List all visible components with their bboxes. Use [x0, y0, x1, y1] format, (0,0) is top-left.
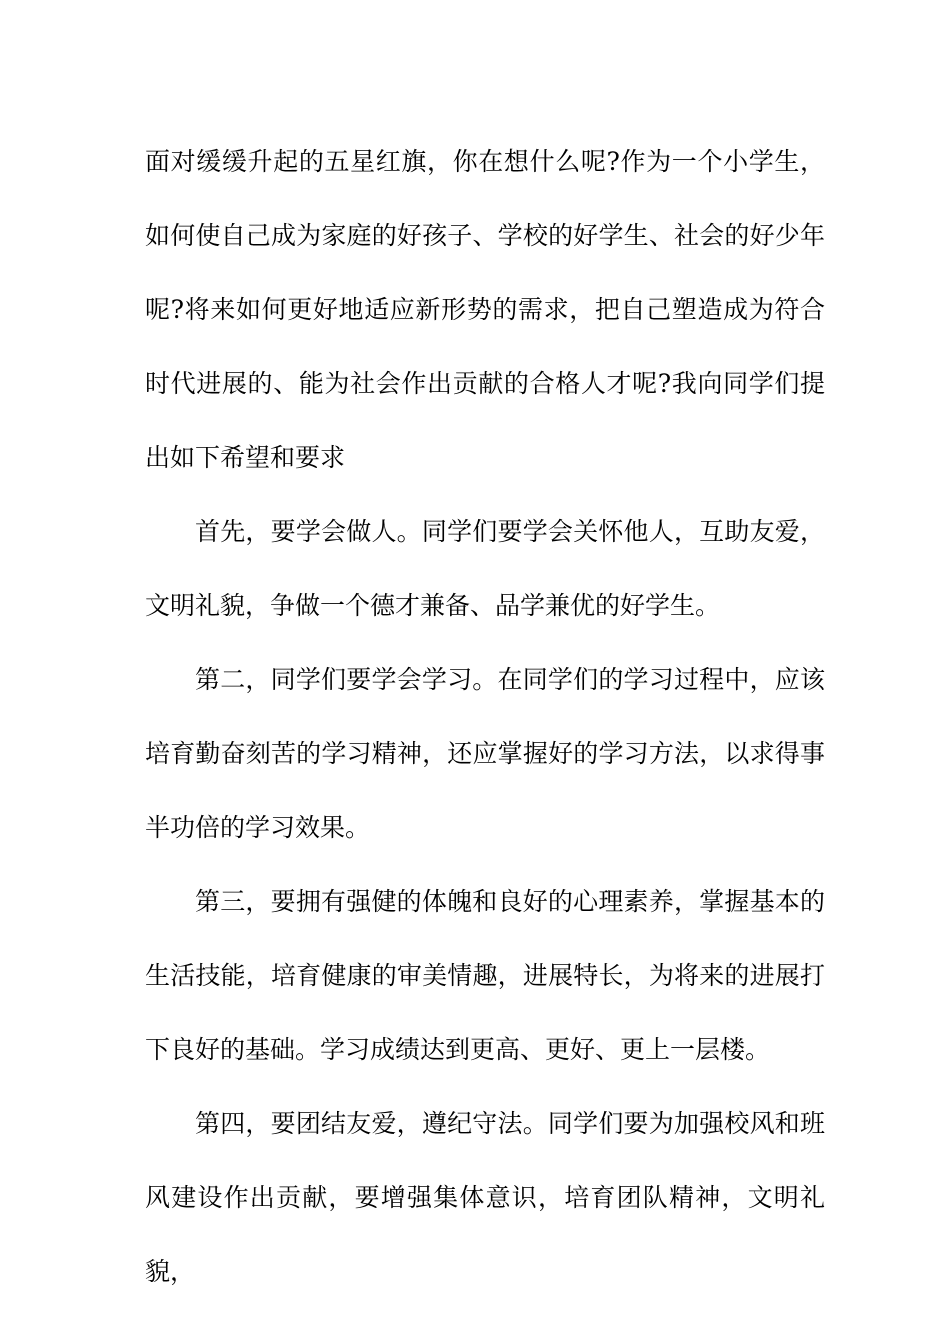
paragraph-intro: 面对缓缓升起的五星红旗，你在想什么呢?作为一个小学生，如何使自己成为家庭的好孩子、学校的好学生、社会的好少年呢?将来如何更好地适应新形势的需求，把自己塑造成为符合时代进展的、能为社会作出贡献的合格人才呢?我向同学们提出如下希望和要求 — [145, 147, 825, 472]
paragraph-third: 第三，要拥有强健的体魄和良好的心理素养，掌握基本的生活技能，培育健康的审美情趣，进展特长，为将来的进展打下良好的基础。学习成绩达到更高、更好、更上一层楼。 — [145, 887, 825, 1064]
paragraph-first: 首先，要学会做人。同学们要学会关怀他人，互助友爱，文明礼貌，争做一个德才兼备、品学兼优的好学生。 — [145, 517, 825, 620]
paragraph-fourth: 第四，要团结友爱，遵纪守法。同学们要为加强校风和班风建设作出贡献，要增强集体意识，培育团队精神，文明礼貌， — [145, 1109, 825, 1286]
document-body — [145, 125, 825, 1309]
paragraph-second: 第二，同学们要学会学习。在同学们的学习过程中，应该培育勤奋刻苦的学习精神，还应掌握好的学习方法，以求得事半功倍的学习效果。 — [145, 665, 825, 842]
